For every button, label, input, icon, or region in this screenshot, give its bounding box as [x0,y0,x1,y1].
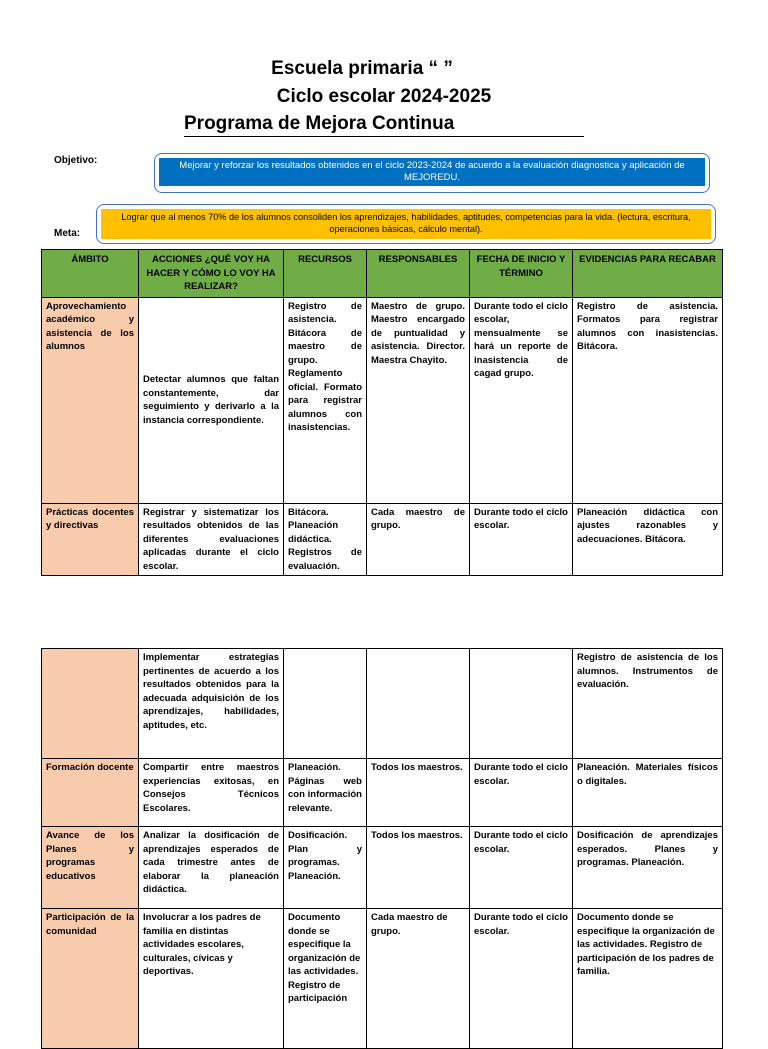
header-responsables: RESPONSABLES [367,250,470,298]
cell-fecha: Durante todo el ciclo escolar. [470,827,573,909]
goal-box [96,204,716,244]
cycle-title: Ciclo escolar 2024-2025 [276,86,492,107]
cell-recursos: Documento donde se especifique la organización de las actividades. Registro de participación [284,909,367,1049]
cell-ambito: Avance de los Planes y programas educativos [42,827,139,909]
goal-text: Lograr que al menos 70% de los alumnos consoliden los aprendizajes, habilidades, aptitudes, competencias para la vida. (lectura, escritura, operaciones básicas, cálculo mental). [101,209,711,239]
cell-evidencias: Dosificación de aprendizajes esperados. Planes y programas. Planeación. [573,827,723,909]
cell-evidencias: Planeación. Materiales físicos o digitales. [573,759,723,827]
cell-recursos [284,649,367,759]
table-header-row [42,250,723,298]
improvement-table-page2 [41,648,723,1049]
cell-acciones: Compartir entre maestros experiencias exitosas, en Consejos Técnicos Escolares. [139,759,284,827]
cell-evidencias: Registro de asistencia. Formatos para registrar alumnos con inasistencias. Bitácora. [573,297,723,503]
header-ambito: ÁMBITO [42,250,139,298]
program-title: Programa de Mejora Continua [184,113,584,137]
header-fecha: FECHA DE INICIO Y TÉRMINO [470,250,573,298]
cell-responsables [367,649,470,759]
cell-responsables: Maestro de grupo. Maestro encargado de puntualidad y asistencia. Director. Maestra Chayito. [367,297,470,503]
table-row [42,503,723,576]
cell-ambito: Prácticas docentes y directivas [42,503,139,576]
cell-ambito: Formación docente [42,759,139,827]
improvement-table-page1 [41,249,723,576]
cell-recursos: Dosificación. Plan y programas. Planeación. [284,827,367,909]
cell-acciones: Analizar la dosificación de aprendizajes esperados de cada trimestre antes de elaborar la planeación didáctica. [139,827,284,909]
cell-ambito: Aprovechamiento académico y asistencia de los alumnos [42,297,139,503]
objective-text: Mejorar y reforzar los resultados obtenidos en el ciclo 2023-2024 de acuerdo a la evaluación diagnostica y aplicación de MEJOREDU. [159,158,705,186]
cell-ambito: Participación de la comunidad [42,909,139,1049]
cell-evidencias: Planeación didáctica con ajustes razonables y adecuaciones. Bitácora. [573,503,723,576]
table-row [42,649,723,759]
cell-responsables: Cada maestro de grupo. [367,503,470,576]
table-row [42,759,723,827]
table-row [42,909,723,1049]
cell-fecha [470,649,573,759]
table-row [42,827,723,909]
header-acciones: ACCIONES ¿QUÉ VOY HA HACER Y CÓMO LO VOY HA REALIZAR? [139,250,284,298]
objective-box [154,153,710,193]
school-title: Escuela primaria “ ” [271,58,453,79]
header-recursos: RECURSOS [284,250,367,298]
cell-responsables: Todos los maestros. [367,759,470,827]
cell-acciones: Involucrar a los padres de familia en distintas actividades escolares, culturales, cívicas y deportivas. [139,909,284,1049]
cell-acciones: Registrar y sistematizar los resultados obtenidos de las diferentes evaluaciones aplicadas durante el ciclo escolar. [139,503,284,576]
cell-recursos: Planeación. Páginas web con información relevante. [284,759,367,827]
cell-fecha: Durante todo el ciclo escolar, mensualmente se hará un reporte de inasistencia de cagad grupo. [470,297,573,503]
cell-evidencias: Documento donde se especifique la organización de las actividades. Registro de participación de los padres de familia. [573,909,723,1049]
cell-evidencias: Registro de asistencia de los alumnos. Instrumentos de evaluación. [573,649,723,759]
cell-responsables: Cada maestro de grupo. [367,909,470,1049]
cell-acciones: Implementar estrategias pertinentes de acuerdo a los resultados obtenidos para la adecuada adquisición de los aprendizajes, habilidades, aptitudes, etc. [139,649,284,759]
cell-fecha: Durante todo el ciclo escolar. [470,909,573,1049]
cell-acciones: Detectar alumnos que faltan constantemente, dar seguimiento y derivarlo a la instancia correspondiente. [139,297,284,503]
cell-fecha: Durante todo el ciclo escolar. [470,503,573,576]
header-evidencias: EVIDENCIAS PARA RECABAR [573,250,723,298]
cell-recursos: Registro de asistencia. Bitácora de maestro de grupo. Reglamento oficial. Formato para registrar alumnos con inasistencias. [284,297,367,503]
goal-label: Meta: [54,228,81,239]
objective-label: Objetivo: [54,155,98,166]
cell-ambito [42,649,139,759]
cell-recursos: Bitácora. Planeación didáctica. Registros de evaluación. [284,503,367,576]
table-row [42,297,723,503]
cell-responsables: Todos los maestros. [367,827,470,909]
cell-fecha: Durante todo el ciclo escolar. [470,759,573,827]
